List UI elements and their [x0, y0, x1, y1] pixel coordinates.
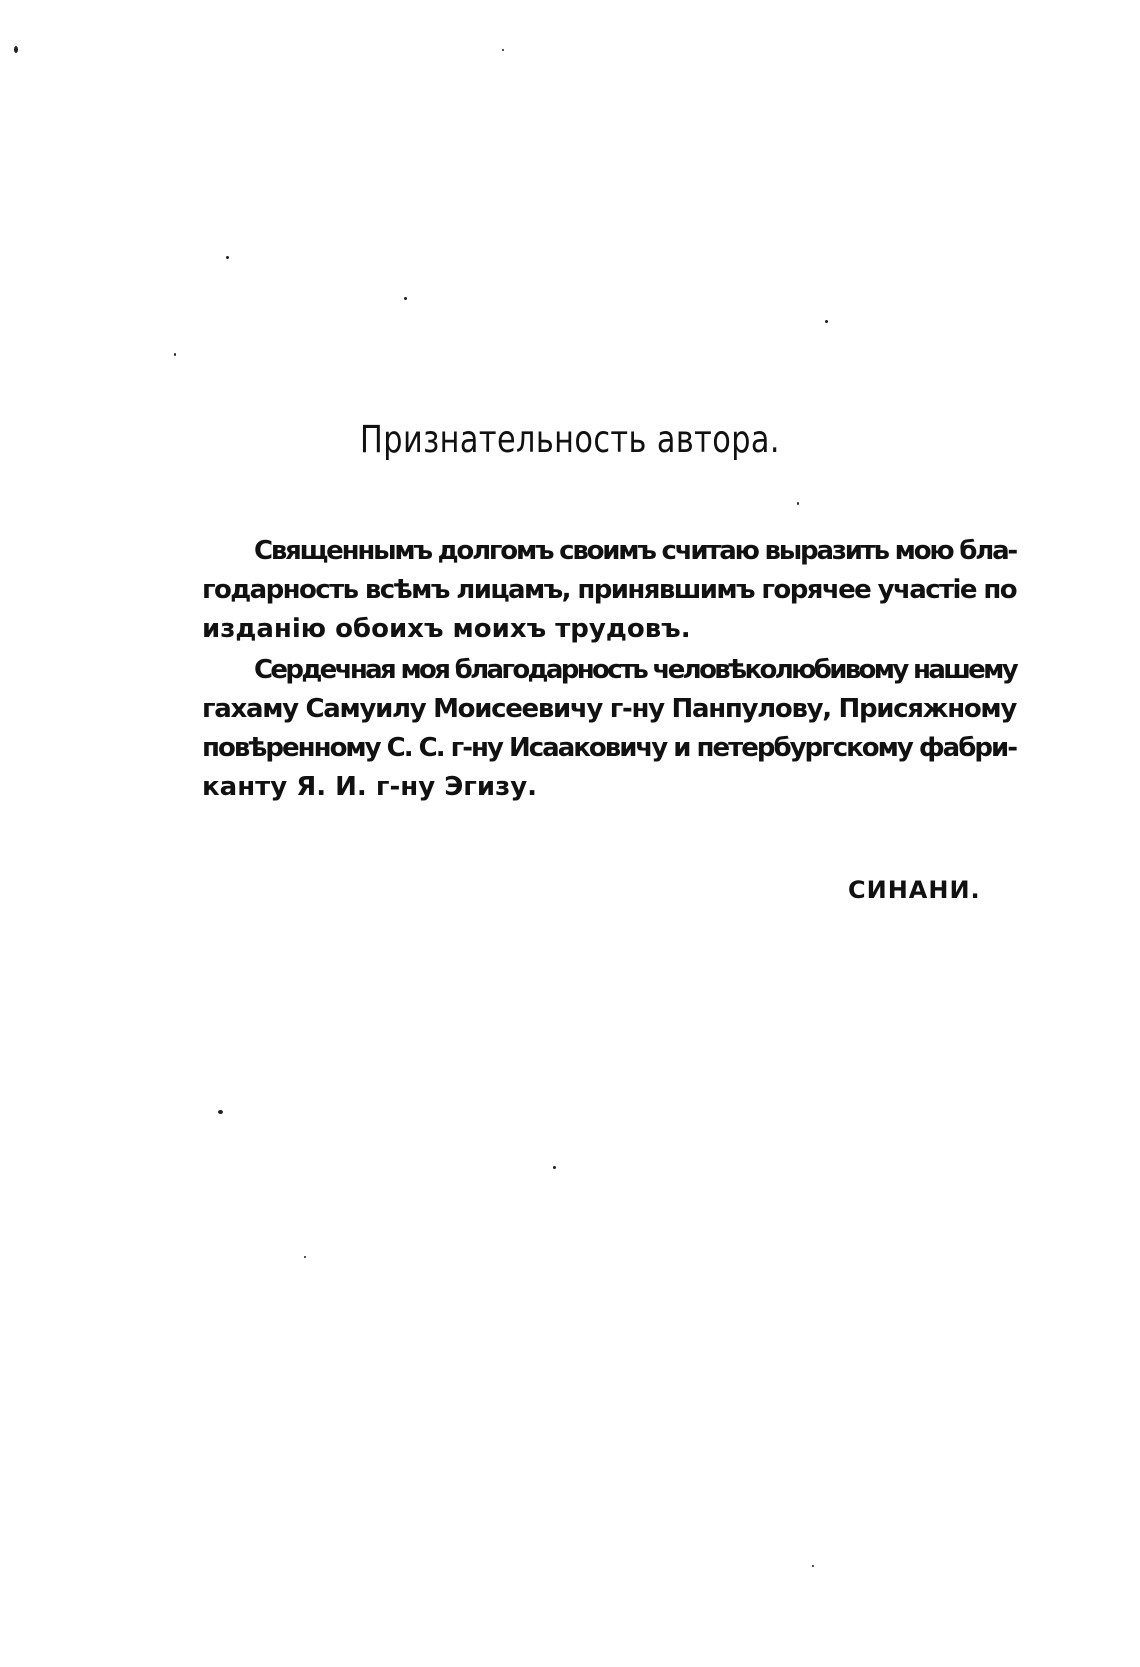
text-line: канту Я. И. г-ну Эгизу.: [202, 772, 538, 802]
text-line: повѣренному С. С. г-ну Исааковичу и петербургскому фабри-: [202, 733, 1016, 763]
text-line: Сердечная моя благодарность человѣколюбивому нашему: [254, 655, 1016, 685]
text-line: годарность всѣмъ лицамъ, принявшимъ горячее участіе по: [202, 575, 1016, 605]
scan-speck: [797, 502, 799, 505]
scan-speck: [825, 320, 828, 323]
scan-speck: [502, 49, 504, 51]
scan-speck: [14, 46, 18, 53]
scan-speck: [812, 1565, 814, 1567]
scan-speck: [218, 1110, 223, 1114]
scan-speck: [553, 1166, 556, 1169]
page-title: Признательность автора.: [360, 418, 780, 461]
author-signature: СИНАНИ.: [848, 876, 981, 904]
scan-speck: [304, 1256, 306, 1258]
scan-speck: [174, 353, 176, 356]
text-line: изданію обоихъ моихъ трудовъ.: [202, 614, 691, 644]
scan-speck: [404, 297, 407, 300]
paragraph-thanks: [202, 651, 1016, 807]
text-line: гахаму Самуилу Моисеевичу г-ну Панпулову, Присяжному: [202, 694, 1016, 724]
scan-speck: [226, 256, 229, 259]
text-line: Священнымъ долгомъ своимъ считаю выразить мою бла-: [254, 536, 1016, 566]
paragraph-gratitude: [202, 532, 1016, 649]
